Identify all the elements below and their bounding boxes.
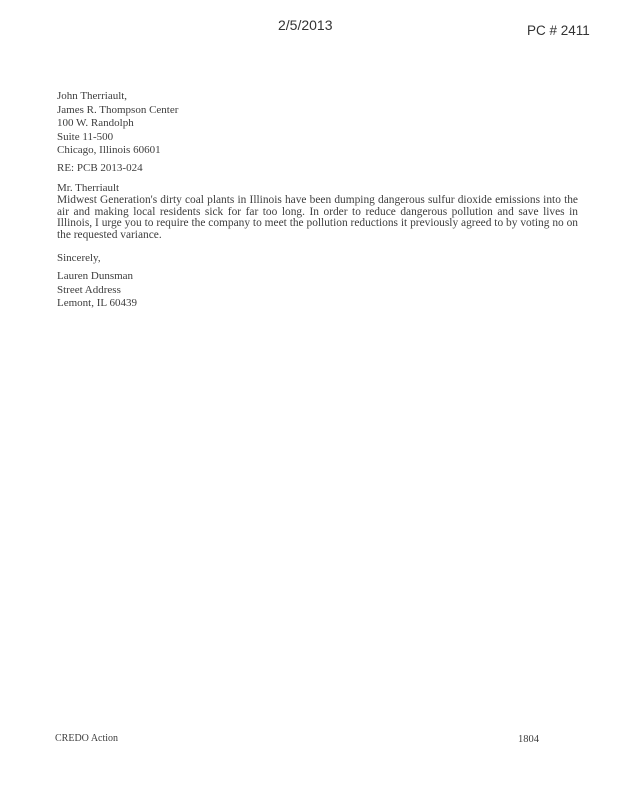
recipient-name-line: John Therriault,: [57, 90, 128, 102]
signature-street: Street Address: [57, 283, 121, 296]
recipient-city-line: Chicago, Illinois 60601: [57, 144, 161, 157]
footer-organization: CREDO Action: [55, 733, 119, 744]
fax-date-stamp: 2/5/2013: [278, 17, 333, 33]
signature-block: [57, 270, 137, 311]
recipient-building-line: James R. Thompson Center: [57, 103, 179, 116]
closing-line: Sincerely,: [57, 252, 101, 264]
letter-body-paragraph: Midwest Generation's dirty coal plants in Illinois have been dumping dangerous sulfur dioxide emissions into the air and making local residents sick for far too long. In order to reduce dangerous pollution and save lives in Illinois, I urge you to require the company to meet the pollution reductions it previously agreed to by voting no on the requested variance.: [57, 194, 578, 241]
footer-page-number: 1804: [518, 734, 539, 745]
recipient-street-line: 100 W. Randolph: [57, 117, 134, 130]
signature-city: Lemont, IL 60439: [57, 297, 137, 310]
signature-name: Lauren Dunsman: [57, 270, 134, 282]
re-subject-line: RE: PCB 2013-024: [57, 162, 143, 174]
recipient-address-block: [57, 90, 178, 158]
salutation: Mr. Therriault: [57, 182, 120, 194]
public-comment-number: PC # 2411: [527, 23, 590, 38]
recipient-suite-line: Suite 11-500: [57, 130, 114, 143]
